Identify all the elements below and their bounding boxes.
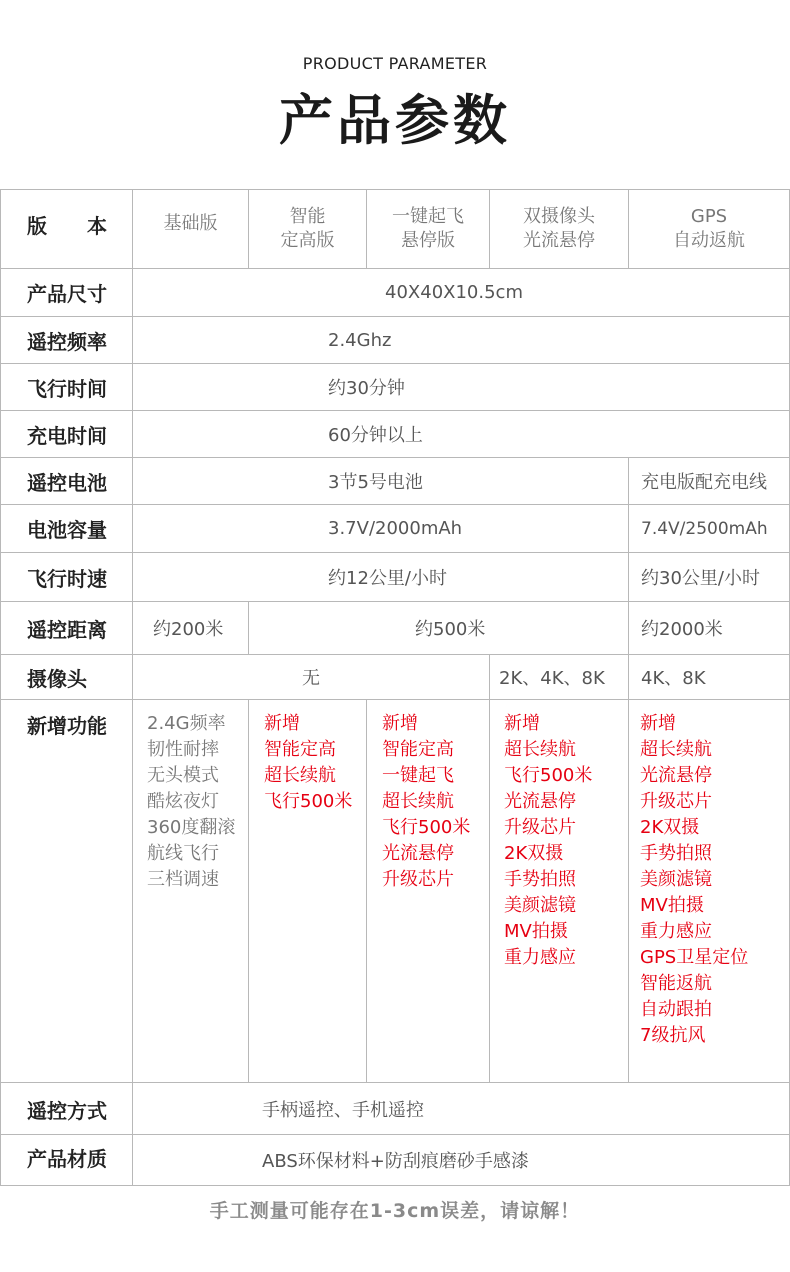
value-control: 手柄遥控、手机遥控: [132, 1082, 790, 1135]
value-camera-none: 无: [132, 654, 490, 700]
feature-item: 2K双摄: [640, 817, 700, 838]
subtitle: PRODUCT PARAMETER: [302, 54, 488, 73]
label-size: 产品尺寸: [0, 268, 133, 317]
value-speed-gps: 约30公里/小时: [628, 552, 790, 602]
feature-item: 重力感应: [640, 921, 712, 942]
feature-item: 手势拍照: [640, 843, 712, 864]
feature-item: 重力感应: [504, 947, 576, 968]
feature-item: 一键起飞: [382, 765, 454, 786]
feature-item: 升级芯片: [640, 791, 712, 812]
features-altitude: [248, 699, 367, 1083]
value-charge-time: 60分钟以上: [132, 410, 790, 458]
label-camera: 摄像头: [0, 654, 133, 700]
value-size: 40X40X10.5cm: [132, 268, 790, 317]
value-range-basic: 约200米: [132, 601, 249, 655]
value-camera-dual: 2K、4K、8K: [489, 654, 629, 700]
page-title: 产品参数: [279, 89, 511, 152]
feature-item: 超长续航: [382, 791, 454, 812]
feature-item: 航线飞行: [147, 843, 219, 864]
feature-item: 超长续航: [640, 739, 712, 760]
value-material: ABS环保材料+防刮痕磨砂手感漆: [132, 1134, 790, 1186]
features-basic: [132, 699, 249, 1083]
feature-item: 2K双摄: [504, 843, 564, 864]
feature-item: 飞行500米: [382, 817, 471, 838]
label-charge-time: 充电时间: [0, 410, 133, 458]
version-altitude: 智能 定高版: [248, 189, 367, 269]
feature-item: 飞行500米: [504, 765, 593, 786]
features-hover: [366, 699, 490, 1083]
feature-item: 智能返航: [640, 973, 712, 994]
feature-item: 新增: [640, 713, 676, 734]
feature-item: 超长续航: [264, 765, 336, 786]
feature-item: 酷炫夜灯: [147, 791, 219, 812]
value-capacity-gps: 7.4V/2500mAh: [628, 504, 790, 553]
measurement-note: 手工测量可能存在1-3cm误差，请谅解！: [209, 1200, 581, 1222]
feature-item: GPS卫星定位: [640, 947, 749, 968]
version-dual-camera: 双摄像头 光流悬停: [489, 189, 629, 269]
label-features: 新增功能: [0, 699, 133, 1083]
feature-item: 360度翻滚: [147, 817, 236, 838]
feature-item: MV拍摄: [640, 895, 704, 916]
feature-item: 2.4G频率: [147, 713, 226, 734]
feature-item: 升级芯片: [504, 817, 576, 838]
label-capacity: 电池容量: [0, 504, 133, 553]
feature-item: 自动跟拍: [640, 999, 712, 1020]
feature-item: 光流悬停: [640, 765, 712, 786]
label-frequency: 遥控频率: [0, 316, 133, 364]
feature-item: 手势拍照: [504, 869, 576, 890]
feature-item: MV拍摄: [504, 921, 568, 942]
label-rc-battery: 遥控电池: [0, 457, 133, 505]
feature-item: 三档调速: [147, 869, 219, 890]
feature-item: 智能定高: [382, 739, 454, 760]
feature-item: 光流悬停: [504, 791, 576, 812]
label-version: 版 本: [0, 189, 133, 269]
feature-item: 无头模式: [147, 765, 219, 786]
feature-item: 美颜滤镜: [640, 869, 712, 890]
feature-item: 超长续航: [504, 739, 576, 760]
value-camera-gps: 4K、8K: [628, 654, 790, 700]
version-hover: 一键起飞 悬停版: [366, 189, 490, 269]
feature-item: 韧性耐摔: [147, 739, 219, 760]
features-gps: [628, 699, 790, 1083]
value-frequency: 2.4Ghz: [132, 316, 790, 364]
feature-item: 新增: [264, 713, 300, 734]
label-material: 产品材质: [0, 1134, 133, 1186]
value-rc-battery-gps: 充电版配充电线: [628, 457, 790, 505]
label-range: 遥控距离: [0, 601, 133, 655]
feature-item: 7级抗风: [640, 1025, 706, 1046]
feature-item: 升级芯片: [382, 869, 454, 890]
feature-item: 飞行500米: [264, 791, 353, 812]
feature-item: 新增: [382, 713, 418, 734]
label-control: 遥控方式: [0, 1082, 133, 1135]
version-basic: 基础版: [132, 189, 249, 269]
feature-item: 光流悬停: [382, 843, 454, 864]
version-gps: GPS 自动返航: [628, 189, 790, 269]
label-flight-time: 飞行时间: [0, 363, 133, 411]
feature-item: 美颜滤镜: [504, 895, 576, 916]
value-capacity: 3.7V/2000mAh: [132, 504, 629, 553]
value-flight-time: 约30分钟: [132, 363, 790, 411]
value-range-mid: 约500米: [248, 601, 629, 655]
feature-item: 新增: [504, 713, 540, 734]
label-speed: 飞行时速: [0, 552, 133, 602]
features-dual-camera: [489, 699, 629, 1083]
value-rc-battery: 3节5号电池: [132, 457, 629, 505]
feature-item: 智能定高: [264, 739, 336, 760]
value-speed: 约12公里/小时: [132, 552, 629, 602]
value-range-gps: 约2000米: [628, 601, 790, 655]
